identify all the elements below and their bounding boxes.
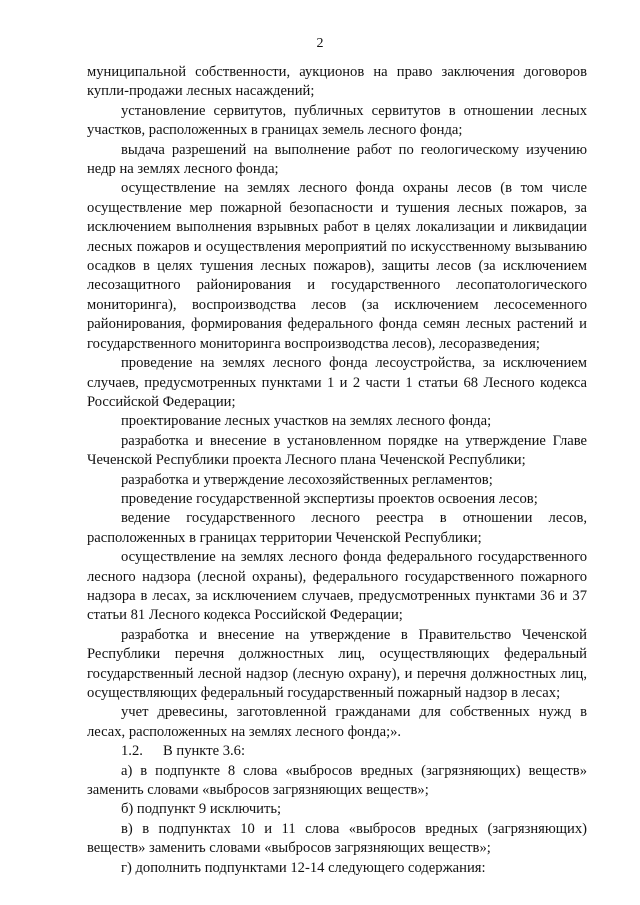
paragraph: проведение государственной экспертизы проектов освоения лесов;	[121, 490, 538, 507]
paragraph-text: В пункте 3.6:	[163, 743, 245, 760]
paragraph: а) в подпункте 8 слова «выбросов вредных (загрязняющих) веществ» заменить словами «выбросов загрязняющих веществ»;	[87, 762, 587, 799]
paragraph: разработка и утверждение лесохозяйственных регламентов;	[121, 471, 493, 488]
paragraph: установление сервитутов, публичных сервитутов в отношении лесных участков, расположенных в границах земель лесного фонда;	[87, 102, 587, 139]
paragraph: учет древесины, заготовленной гражданами для собственных нужд в лесах, расположенных на землях лесного фонда;».	[87, 704, 587, 740]
paragraph: осуществление на землях лесного фонда охраны лесов (в том числе осуществление мер пожарной безопасности и тушения лесных пожаров, за исключением выполнения взрывных работ в целях локализации и ликвидации лесных пожаров и осуществления мероприятий по искусственному вызыванию осадков в целях тушения лесных пожаров), защиты лесов (за исключением лесозащитного районирования и государственного лесопатологического мониторинга), воспроизводства лесов (за исключением лесосеменного районирования, формирования федерального фонда семян лесных растений и государственного мониторинга воспроизводства лесов), лесоразведения;	[87, 180, 587, 352]
paragraph: в) в подпунктах 10 и 11 слова «выбросов вредных (загрязняющих) веществ» заменить словами «выбросов загрязняющих веществ»;	[87, 820, 587, 857]
paragraph: проведение на землях лесного фонда лесоустройства, за исключением случаев, предусмотренных пунктами 1 и 2 части 1 статьи 68 Лесного кодекса Российской Федерации;	[87, 355, 587, 410]
paragraph: разработка и внесение в установленном порядке на утверждение Главе Чеченской Республики проекта Лесного плана Чеченской Республики;	[87, 432, 587, 469]
paragraph: осуществление на землях лесного фонда федерального государственного лесного надзора (лесной охраны), федерального государственного пожарного надзора в лесах, за исключением случаев, предусмотренных пунктами 36 и 37 статьи 81 Лесного кодекса Российской Федерации;	[87, 549, 587, 624]
paragraph: муниципальной собственности, аукционов на право заключения договоров купли-продажи лесных насаждений;	[87, 64, 587, 100]
numbered-paragraph	[87, 742, 587, 761]
document-body	[87, 63, 587, 878]
paragraph: выдача разрешений на выполнение работ по геологическому изучению недр на землях лесного фонда;	[87, 141, 587, 178]
page-number: 2	[316, 36, 324, 51]
paragraph: б) подпункт 9 исключить;	[121, 801, 282, 818]
paragraph: ведение государственного лесного реестра в отношении лесов, расположенных в границах территории Чеченской Республики;	[87, 510, 587, 546]
paragraph: проектирование лесных участков на землях лесного фонда;	[121, 413, 492, 430]
paragraph: г) дополнить подпунктами 12-14 следующего содержания:	[121, 859, 486, 876]
paragraph: разработка и внесение на утверждение в Правительство Чеченской Республики перечня должностных лиц, осуществляющих федеральный государственный лесной надзор (лесную охрану), и перечня должностных лиц, осуществляющих федеральный государственный пожарный надзор в лесах;	[87, 626, 587, 701]
paragraph-number: 1.2.	[121, 743, 143, 760]
